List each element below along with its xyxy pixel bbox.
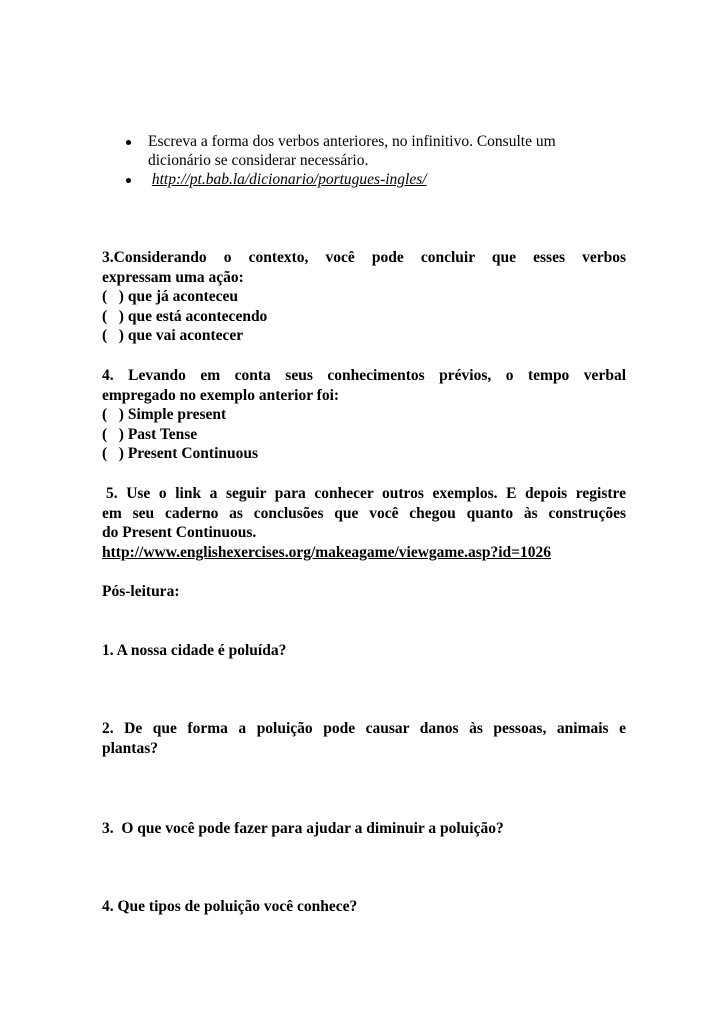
instruction-item bbox=[120, 132, 640, 170]
question-4 bbox=[102, 366, 626, 464]
question-3 bbox=[102, 248, 626, 346]
question-text-line: plantas? bbox=[102, 739, 158, 757]
answer-option: ( ) Past Tense bbox=[102, 425, 198, 443]
pos-leitura-question-1: 1. A nossa cidade é poluída? bbox=[102, 642, 287, 659]
question-text-line: 4. Levando em conta seus conhecimentos prévios, o tempo verbal bbox=[102, 367, 626, 384]
question-text-line: 5. Use o link a seguir para conhecer outros exemplos. E depois registre bbox=[106, 485, 626, 502]
instruction-text-line: Escreva a forma dos verbos anteriores, no infinitivo. Consulte um bbox=[148, 133, 556, 150]
question-text-line: expressam uma ação: bbox=[102, 268, 244, 286]
pos-leitura-heading: Pós-leitura: bbox=[102, 583, 180, 600]
dictionary-link-item bbox=[120, 170, 640, 189]
question-text-line: do Present Continuous. bbox=[102, 524, 257, 541]
pos-leitura-question-2 bbox=[102, 719, 626, 758]
instruction-list bbox=[120, 132, 640, 189]
answer-option: ( ) que já aconteceu bbox=[102, 288, 239, 305]
question-text-line: 3.Considerando o contexto, você pode concluir que esses verbos bbox=[102, 249, 626, 266]
pos-leitura-question-4: 4. Que tipos de poluição você conhece? bbox=[102, 898, 358, 915]
question-text-line: empregado no exemplo anterior foi: bbox=[102, 386, 340, 404]
bullet-icon bbox=[126, 178, 131, 183]
dictionary-link[interactable]: http://pt.bab.la/dicionario/portugues-ingles/ bbox=[151, 171, 427, 188]
answer-option: ( ) Simple present bbox=[102, 406, 227, 423]
instruction-text-line: dicionário se considerar necessário. bbox=[148, 152, 369, 169]
answer-option: ( ) Present Continuous bbox=[102, 445, 259, 462]
bullet-icon bbox=[126, 140, 131, 145]
question-5 bbox=[102, 484, 626, 562]
pos-leitura-question-3: 3. O que você pode fazer para ajudar a diminuir a poluição? bbox=[102, 820, 504, 837]
question-text-line: em seu caderno as conclusões que você chegou quanto às construções bbox=[102, 504, 626, 522]
answer-option: ( ) que vai acontecer bbox=[102, 327, 244, 344]
english-exercises-link[interactable]: http://www.englishexercises.org/makeagame/viewgame.asp?id=1026 bbox=[102, 543, 551, 561]
answer-option: ( ) que está acontecendo bbox=[102, 307, 268, 325]
question-text-line: 2. De que forma a poluição pode causar danos às pessoas, animais e bbox=[102, 720, 626, 737]
